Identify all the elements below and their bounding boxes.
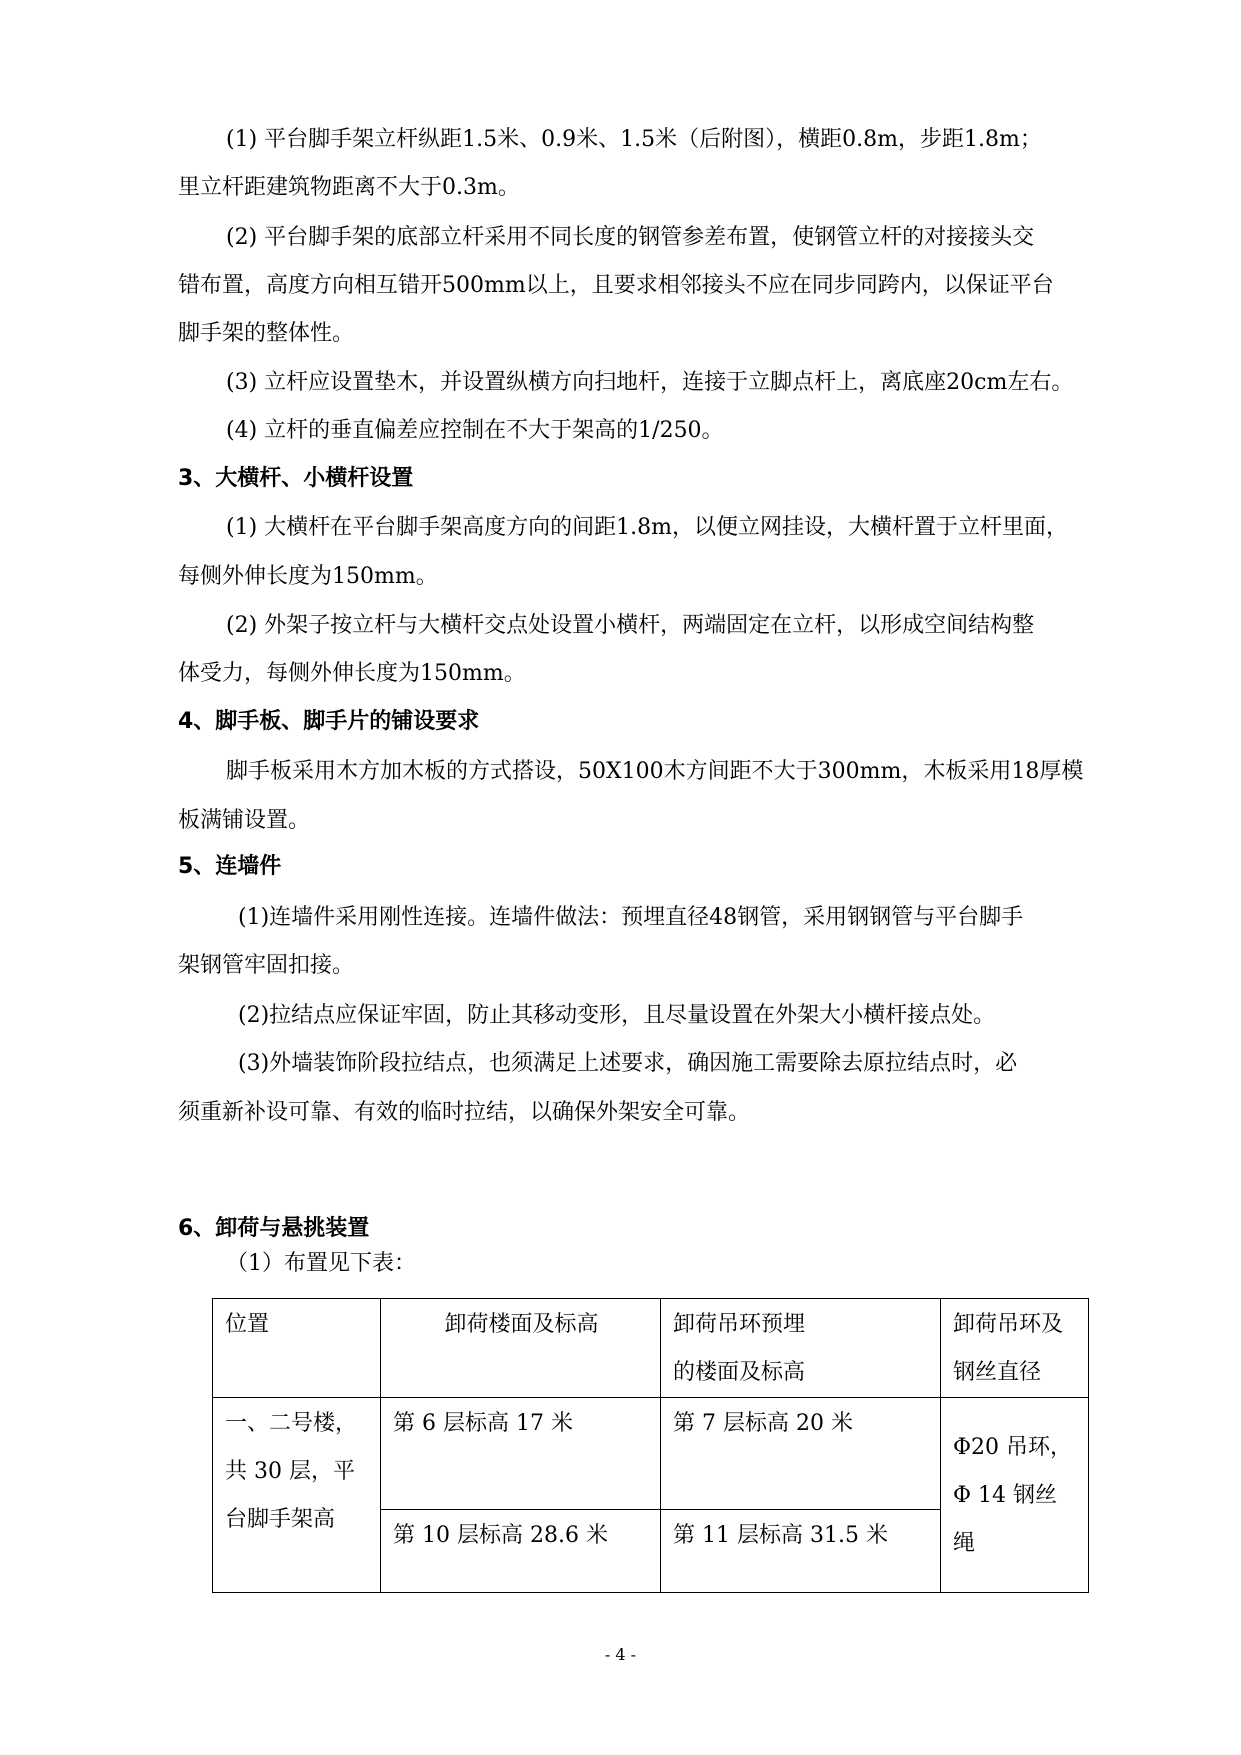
- paragraph-line: 里立杆距建筑物距离不大于0.3m。: [178, 175, 520, 200]
- cell-line: 台脚手架高: [225, 1507, 336, 1532]
- header-line: 卸荷吊环预埋: [673, 1312, 806, 1337]
- paragraph-line: (1) 平台脚手架立杆纵距1.5米、0.9米、1.5米（后附图），横距0.8m，步距1.8m；: [226, 127, 1042, 152]
- paragraph-line: 体受力，每侧外伸长度为150mm。: [178, 661, 526, 686]
- cell-line: 绳: [953, 1531, 976, 1556]
- paragraph-line: (3) 立杆应设置垫木，并设置纵横方向扫地杆，连接于立脚点杆上，离底座20cm左右。: [226, 370, 1074, 395]
- spec-cell: [941, 1398, 1089, 1593]
- paragraph-line: (2) 外架子按立杆与大横杆交点处设置小横杆，两端固定在立杆，以形成空间结构整: [226, 613, 1035, 638]
- paragraph-line: (4) 立杆的垂直偏差应控制在不大于架高的1/250。: [226, 418, 724, 443]
- header-cell: [941, 1299, 1089, 1398]
- floor-cell: 第 6 层标高 17 米: [381, 1398, 661, 1510]
- paragraph-line: 脚手架的整体性。: [178, 321, 355, 346]
- cell-line: Φ20 吊环，: [953, 1435, 1073, 1460]
- header-cell: 卸荷楼面及标高: [381, 1299, 661, 1398]
- unloading-table: [212, 1298, 1089, 1593]
- header-line: 钢丝直径: [953, 1360, 1042, 1385]
- paragraph-line: 脚手板采用木方加木板的方式搭设，50X100木方间距不大于300mm，木板采用18厚模: [226, 759, 1084, 784]
- paragraph-line: 须重新补设可靠、有效的临时拉结，以确保外架安全可靠。: [178, 1100, 751, 1125]
- header-line: 的楼面及标高: [673, 1360, 806, 1385]
- embed-cell: 第 11 层标高 31.5 米: [661, 1510, 941, 1593]
- paragraph-line: (2) 平台脚手架的底部立杆采用不同长度的钢管参差布置，使钢管立杆的对接接头交: [226, 225, 1035, 250]
- floor-cell: 第 10 层标高 28.6 米: [381, 1510, 661, 1593]
- header-cell: 位置: [213, 1299, 381, 1398]
- cell-line: 共 30 层，平: [225, 1459, 355, 1484]
- paragraph-line: （1）布置见下表：: [226, 1251, 416, 1276]
- embed-cell: 第 7 层标高 20 米: [661, 1398, 941, 1510]
- paragraph-line: (3)外墙装饰阶段拉结点，也须满足上述要求，确因施工需要除去原拉结点时，必: [238, 1051, 1018, 1076]
- table-row: [213, 1398, 1089, 1510]
- section-heading: 3、大横杆、小横杆设置: [178, 466, 414, 491]
- section-heading: 4、脚手板、脚手片的铺设要求: [178, 709, 480, 734]
- section-heading: 5、连墙件: [178, 854, 282, 879]
- header-line: 卸荷吊环及: [953, 1312, 1064, 1337]
- section-heading: 6、卸荷与悬挑装置: [178, 1216, 370, 1241]
- cell-line: 一、二号楼，: [225, 1411, 358, 1436]
- table-header-row: [213, 1299, 1089, 1398]
- location-cell: [213, 1398, 381, 1593]
- paragraph-line: 错布置，高度方向相互错开500mm以上，且要求相邻接头不应在同步同跨内，以保证平台: [178, 273, 1054, 298]
- cell-line: Φ 14 钢丝: [953, 1483, 1058, 1508]
- paragraph-line: (1)连墙件采用刚性连接。连墙件做法：预埋直径48钢管，采用钢钢管与平台脚手: [238, 905, 1024, 930]
- paragraph-line: (1) 大横杆在平台脚手架高度方向的间距1.8m，以便立网挂设，大横杆置于立杆里面，: [226, 515, 1069, 540]
- paragraph-line: (2)拉结点应保证牢固，防止其移动变形，且尽量设置在外架大小横杆接点处。: [238, 1003, 996, 1028]
- paragraph-line: 架钢管牢固扣接。: [178, 953, 355, 978]
- header-cell: [661, 1299, 941, 1398]
- page-number: - 4 -: [604, 1645, 637, 1664]
- paragraph-line: 板满铺设置。: [178, 808, 311, 833]
- paragraph-line: 每侧外伸长度为150mm。: [178, 564, 438, 589]
